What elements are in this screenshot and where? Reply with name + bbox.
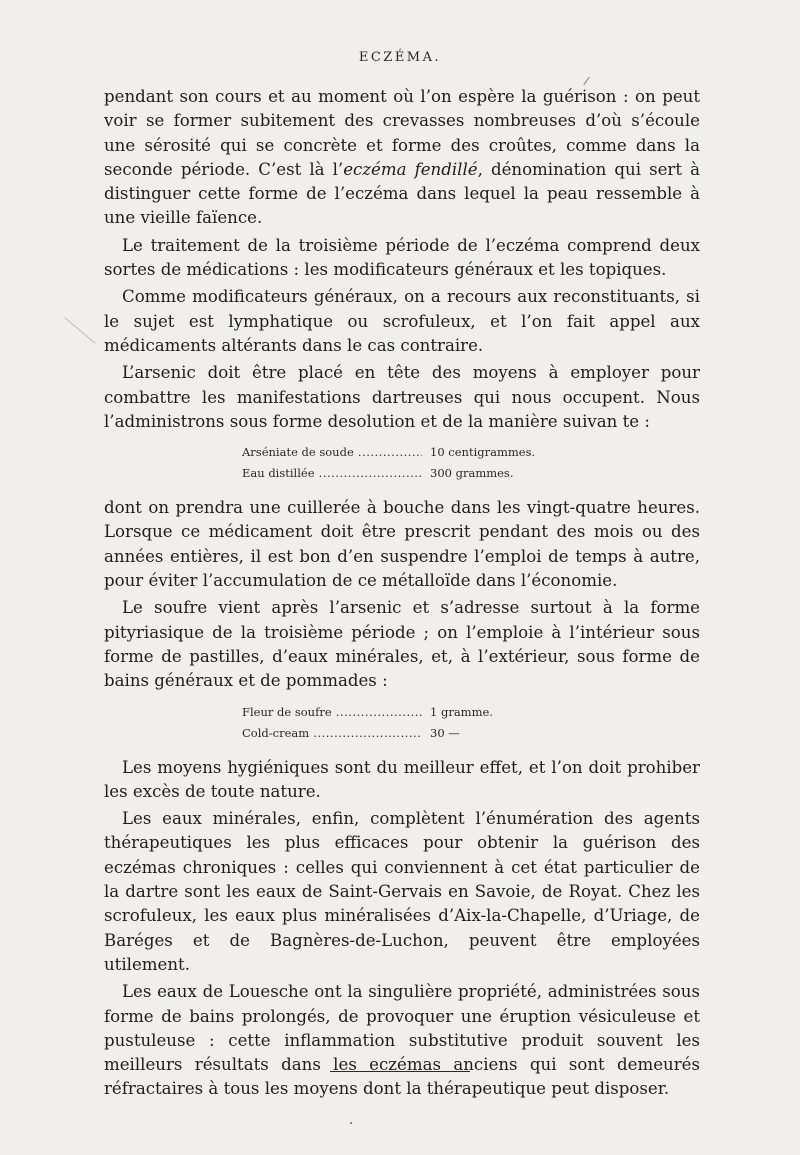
paragraph-6: Le soufre vient après l’arsenic et s’adresse surtout à la forme pityriasique de la troisième période ; on l’emploie à l’intérieur sous forme de pastilles, d’eaux minérales, et, à l’extérieur, sous forme de bains généraux et de pommades :	[104, 598, 700, 691]
formula-soufre	[242, 702, 700, 744]
ingredient-name: Fleur de soufre .....	[242, 702, 422, 723]
closing-rule	[330, 1071, 470, 1072]
body-text	[104, 85, 700, 1105]
paragraph-1-emphasis: eczéma fendillé	[343, 159, 478, 179]
paper-mark	[350, 1122, 352, 1124]
paragraph-1	[104, 85, 700, 231]
paragraph-1-start: pendant son cours et au moment où l’on espère la guérison : on peut voir se former subitement des crevasses nombreuses d’où s’écoule une sérosité qui se concrète et forme des croûtes, comme dans la seconde période. C’est là l’	[104, 87, 700, 179]
ingredient-name: Eau distillée .....	[242, 463, 422, 484]
ingredient-name: Cold-cream .....	[242, 723, 422, 744]
paragraph-7: Les moyens hygiéniques sont du meilleur effet, et l’on doit prohiber les excès de toute nature.	[104, 757, 700, 801]
formula-row	[242, 702, 700, 723]
ingredient-quantity: 10 centigrammes.	[430, 445, 536, 460]
paragraph-1-end: , dénomination qui sert à distinguer cette forme de l’eczéma dans lequel la peau ressemble à une vieille faïence.	[104, 159, 701, 228]
formula-arsenic	[242, 442, 700, 484]
paper-mark	[64, 317, 95, 343]
formula-row	[242, 442, 700, 463]
formula-row	[242, 463, 700, 484]
formula-row	[242, 723, 700, 744]
ingredient-quantity: 1 gramme.	[430, 704, 493, 719]
ingredient-quantity: 30 —	[430, 725, 460, 740]
ingredient-name: Arséniate de soude .....	[242, 442, 422, 463]
paragraph-9: Les eaux de Louesche ont la singulière propriété, administrées sous forme de bains prolongés, de provoquer une éruption vésiculeuse et pustuleuse : cette inflammation substitutive produit souvent les meilleurs résultats dans les eczémas anciens qui sont demeurés réfractaires à tous les moyens dont la thérapeutique peut disposer.	[104, 982, 700, 1099]
paragraph-5: dont on prendra une cuillerée à bouche dans les vingt-quatre heures. Lorsque ce médicament doit être prescrit pendant des mois ou des années entières, il est bon d’en suspendre l’emploi de temps à autre, pour éviter l’accumulation de ce métalloïde dans l’économie.	[104, 498, 700, 591]
paragraph-2: Le traitement de la troisième période de l’eczéma comprend deux sortes de médications : les modificateurs généraux et les topiques.	[104, 235, 700, 280]
running-head: ECZÉMA.	[358, 50, 442, 65]
paragraph-3: Comme modificateurs généraux, on a recours aux reconstituants, si le sujet est lymphatique ou scrofuleux, et l’on fait appel aux médicaments altérants dans le cas contraire.	[104, 287, 700, 355]
ingredient-quantity: 300 grammes.	[430, 466, 514, 481]
paragraph-8: Les eaux minérales, enfin, complètent l’énumération des agents thérapeutiques les plus efficaces pour obtenir la guérison des eczémas chroniques : celles qui conviennent à cet état particulier de la dartre sont les eaux de Saint-Gervais en Savoie, de Royat. Chez les scrofuleux, les eaux plus minéralisées d’Aix-la-Chapelle, d’Uriage, de Baréges et de Bagnères-de-Luchon, peuvent être employées utilement.	[104, 809, 700, 974]
paragraph-4: L’arsenic doit être placé en tête des moyens à employer pour combattre les manifestations dartreuses qui nous occupent. Nous l’administrons sous forme desolution et de la manière suivan te :	[104, 363, 700, 431]
